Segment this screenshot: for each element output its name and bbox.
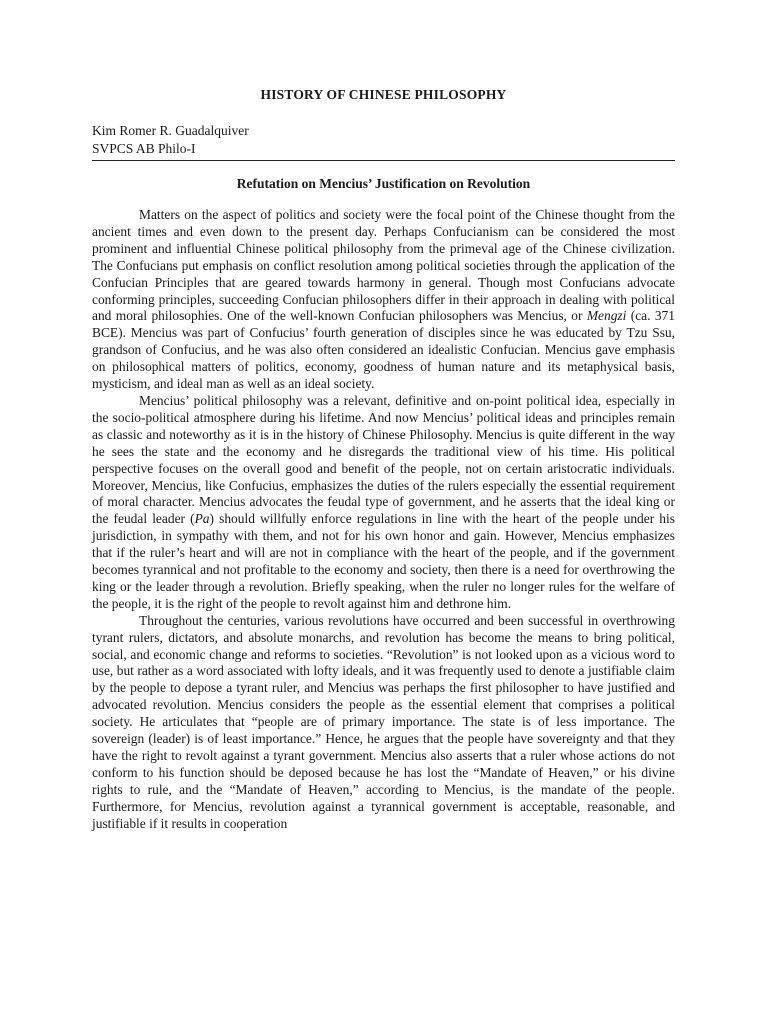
paragraph (92, 393, 675, 613)
paragraph-text: Matters on the aspect of politics and society were the focal point of the Chinese thought from the ancient times and even down to the present day. Perhaps Confucianism can be considered the most prominent and influential Chinese political philosophy from the primeval age of the Chinese civilization. The Confucians put emphasis on conflict resolution among political societies through the application of the Confucian Principles that are geared towards harmony in general. Though most Confucians advocate conforming principles, succeeding Confucian philosophers differ in their approach in dealing with political and moral philosophies. One of the well-known Confucian philosophers was Mencius, or (92, 207, 675, 324)
paragraph-italic-term: Pa (194, 511, 210, 527)
essay-body (92, 207, 675, 833)
author-affiliation: SVPCS AB Philo-I (92, 141, 196, 156)
paragraph-text: Mencius’ political philosophy was a relevant, definitive and on-point political idea, especially in the socio-political atmosphere during his lifetime. And now Mencius’ political ideas and principles remain as classic and noteworthy as it is in the history of Chinese Philosophy. Mencius is quite different in the way he sees the state and the economy and he disregards the traditional view of his time. His political perspective focuses on the overall good and benefit of the people, not on certain aristocratic individuals. Moreover, Mencius, like Confucius, emphasizes the duties of the rulers especially the essential requirement of moral character. Mencius advocates the feudal type of government, and he asserts that the ideal king or the feudal leader ( (92, 392, 675, 527)
document-page (92, 86, 675, 833)
author-block (92, 122, 675, 158)
paragraph-text: ) should willfully enforce regulations in line with the heart of the people under his jurisdiction, in sympathy with them, and not for his own honor and gain. However, Mencius emphasizes that if the ruler’s heart and will are not in compliance with the heart of the people, and if the government becomes tyrannical and not profitable to the economy and society, then there is a need for overthrowing the king or the leader through a revolution. Briefly speaking, when the ruler no longer rules for the welfare of the people, it is the right of the people to revolt against him and dethrone him. (92, 511, 675, 611)
paragraph-italic-term: Mengzi (586, 308, 627, 324)
essay-subtitle: Refutation on Mencius’ Justification on Revolution (236, 176, 531, 191)
paragraph-text: (ca. 371 BCE). Mencius was part of Confucius’ fourth generation of disciples since he was educated by Tzu Ssu, grandson of Confucius, and he was also often considered an idealistic Confucian. Mencius gave emphasis on philosophical matters of politics, economy, goodness of human nature and its metaphysical basis, mysticism, and ideal man as well as an ideal society. (92, 308, 675, 392)
paragraph-text: Throughout the centuries, various revolutions have occurred and been successful in overthrowing tyrant rulers, dictators, and absolute monarchs, and revolution has become the means to bring political, social, and economic change and reforms to societies. “Revolution” is not looked upon as a vicious word to use, but rather as a word associated with lofty ideals, and it was frequently used to denote a justifiable claim by the people to depose a tyrant ruler, and Mencius was perhaps the first philosopher to have justified and advocated revolution. Mencius considers the people as the essential element that comprises a political society. He articulates that “people are of primary importance. The state is of less importance. The sovereign (leader) is of least importance.” Hence, he argues that the people have sovereignty and that they have the right to revolt against a tyrant government. Mencius also asserts that a ruler whose actions do not conform to his function should be deposed because he has lost the “Mandate of Heaven,” or his divine rights to rule, and the “Mandate of Heaven,” according to Mencius, is the mandate of the people. Furthermore, for Mencius, revolution against a tyrannical government is acceptable, reasonable, and justifiable if it results in cooperation (92, 612, 675, 831)
author-name: Kim Romer R. Guadalquiver (92, 123, 249, 138)
header-divider (92, 160, 675, 161)
paragraph (92, 207, 675, 393)
paragraph (92, 613, 675, 833)
document-title: HISTORY OF CHINESE PHILOSOPHY (260, 87, 507, 102)
